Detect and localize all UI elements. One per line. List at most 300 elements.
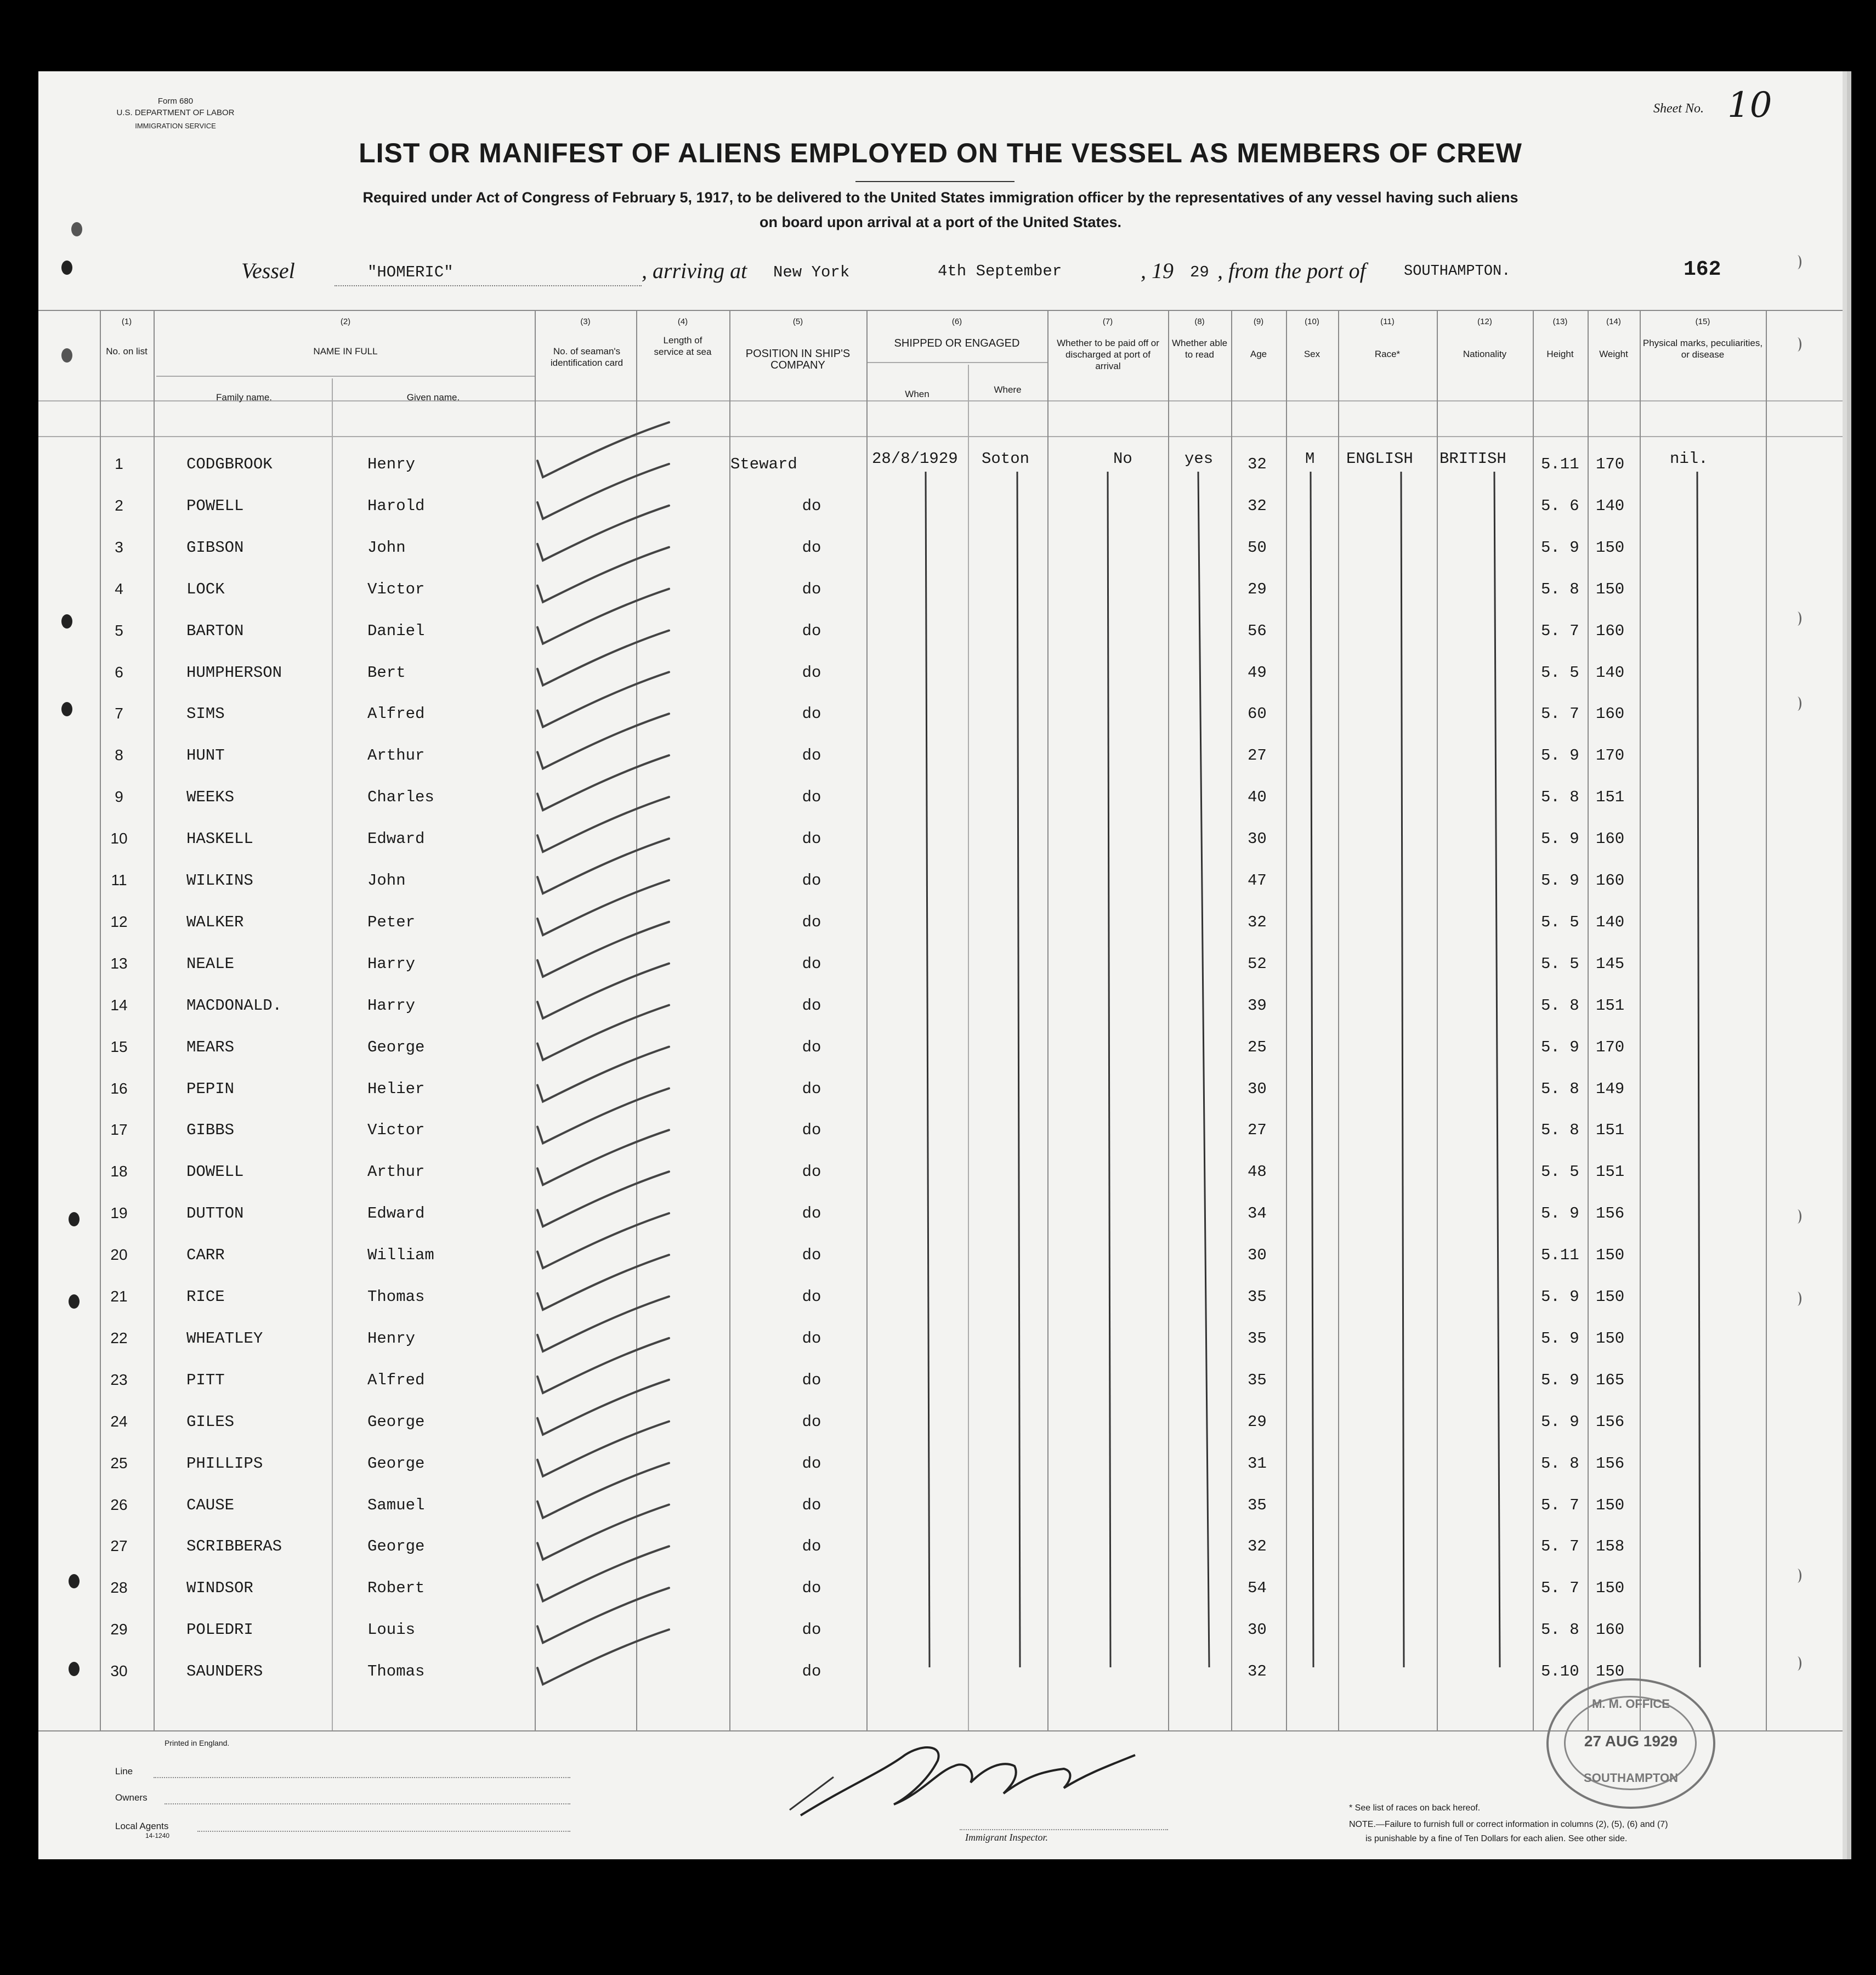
position: do (802, 830, 821, 848)
position: do (802, 1204, 821, 1223)
position: do (802, 1454, 821, 1473)
sheet-number: 10 (1727, 85, 1772, 126)
page-title: LIST OR MANIFEST OF ALIENS EMPLOYED ON THE VESSEL AS MEMBERS OF CREW (359, 138, 1522, 168)
family-name: NEALE (186, 954, 235, 973)
row-number: 21 (110, 1288, 128, 1305)
id-check-mark (537, 839, 669, 893)
family-name: GILES (186, 1412, 235, 1431)
column-number: (10) (1305, 317, 1319, 326)
weight: 151 (1596, 996, 1625, 1015)
given-name: Thomas (367, 1662, 425, 1681)
sheet-label: Sheet No. (1653, 101, 1704, 116)
position: do (802, 1412, 821, 1431)
position: do (802, 496, 821, 515)
position: do (802, 1121, 821, 1140)
age: 60 (1248, 705, 1267, 723)
binder-hole (61, 702, 72, 716)
paid-off: No (1113, 450, 1132, 468)
row-number: 1 (115, 455, 123, 472)
id-check-mark (537, 1255, 669, 1310)
height: 5. 9 (1541, 1038, 1579, 1056)
shipped-where: Soton (982, 450, 1030, 468)
position: do (802, 1537, 821, 1556)
binder-hole (69, 1294, 80, 1309)
position: do (802, 1038, 821, 1056)
weight: 170 (1596, 1038, 1625, 1056)
family-name: LOCK (186, 580, 225, 598)
height: 5. 8 (1541, 1121, 1579, 1140)
height: 5. 7 (1541, 1496, 1579, 1514)
column-number: (5) (792, 317, 803, 326)
family-name: HUNT (186, 746, 225, 765)
col-head-race: Race* (1374, 349, 1401, 359)
id-check-mark (537, 1172, 669, 1226)
height: 5. 7 (1541, 705, 1579, 723)
edge-mark (1793, 337, 1801, 352)
height: 5. 5 (1541, 954, 1579, 973)
family-name: CARR (186, 1246, 225, 1265)
row-number: 17 (110, 1121, 128, 1139)
col-head-where: Where (994, 384, 1022, 395)
column-number: (6) (951, 317, 962, 326)
edge-mark (1793, 255, 1801, 269)
family-name: CODGBROOK (186, 455, 273, 473)
position: Steward (730, 455, 797, 473)
form-number: Form 680 (157, 97, 194, 106)
row-number: 29 (110, 1621, 128, 1638)
position: do (802, 1621, 821, 1639)
family-name: WEEKS (186, 788, 235, 807)
id-check-mark (537, 1504, 669, 1559)
age: 32 (1248, 1662, 1267, 1681)
height: 5. 5 (1541, 1163, 1579, 1181)
position: do (802, 1163, 821, 1181)
id-check-mark (537, 506, 669, 561)
given-name: George (367, 1412, 425, 1431)
id-check-mark (537, 797, 669, 852)
nationality: BRITISH (1439, 450, 1506, 468)
height: 5. 9 (1541, 1329, 1579, 1348)
family-name: RICE (186, 1288, 225, 1306)
given-name: Henry (367, 455, 416, 473)
given-name: Thomas (367, 1288, 425, 1306)
position: do (802, 705, 821, 723)
age: 30 (1248, 1079, 1267, 1098)
row-number: 8 (115, 746, 123, 764)
agents-label: Local Agents (115, 1821, 169, 1831)
weight: 150 (1596, 580, 1625, 598)
given-name: Samuel (367, 1496, 425, 1514)
col-head-age: Age (1250, 349, 1267, 359)
given-name: George (367, 1537, 425, 1556)
height: 5. 9 (1541, 538, 1579, 557)
position: do (802, 996, 821, 1015)
id-check-mark (537, 589, 669, 644)
position: do (802, 663, 821, 682)
id-check-mark (537, 1422, 669, 1476)
position: do (802, 746, 821, 765)
fine-note-1: NOTE.—Failure to furnish full or correct information in columns (2), (5), (6) and (7) (1349, 1820, 1668, 1829)
given-name: Edward (367, 1204, 425, 1223)
position: do (802, 1371, 821, 1389)
given-name: George (367, 1454, 425, 1473)
row-number: 6 (115, 663, 123, 681)
edge-mark (1793, 697, 1801, 711)
edge-mark (1793, 612, 1801, 626)
departure-port: SOUTHAMPTON. (1404, 263, 1511, 280)
weight: 150 (1596, 1288, 1625, 1306)
height: 5. 9 (1541, 1412, 1579, 1431)
height: 5. 9 (1541, 872, 1579, 890)
col-head-position: POSITION IN SHIP'S COMPANY (745, 348, 851, 371)
age: 34 (1248, 1204, 1267, 1223)
family-name: PITT (186, 1371, 225, 1389)
given-name: George (367, 1038, 425, 1056)
row-number: 22 (110, 1329, 128, 1346)
id-check-mark (537, 631, 669, 686)
edge-mark (1793, 1209, 1801, 1224)
age: 27 (1248, 1121, 1267, 1140)
position: do (802, 954, 821, 973)
age: 32 (1248, 496, 1267, 515)
agents-code: 14-1240 (145, 1832, 170, 1840)
family-name: MACDONALD. (186, 996, 282, 1015)
stamp-bottom: SOUTHAMPTON (1584, 1771, 1678, 1785)
edge-mark (1793, 1569, 1801, 1583)
col-head-physical: Physical marks, peculiarities, or disease (1642, 338, 1763, 360)
department-name: U.S. DEPARTMENT OF LABOR (116, 108, 235, 117)
id-check-mark (537, 1297, 669, 1351)
age: 32 (1248, 1537, 1267, 1556)
weight: 150 (1596, 1579, 1625, 1598)
subtitle-line-1: Required under Act of Congress of February 5, 1917, to be delivered to the United States immigration officer by the representatives of any vessel having such aliens (362, 189, 1518, 206)
list-number: 162 (1684, 258, 1721, 281)
row-number: 20 (110, 1246, 128, 1264)
id-check-mark (537, 464, 669, 519)
col-head-no: No. on list (106, 346, 148, 356)
weight: 149 (1596, 1079, 1625, 1098)
row-number: 12 (110, 913, 128, 930)
given-name: John (367, 538, 406, 557)
height: 5. 7 (1541, 1579, 1579, 1598)
col-head-weight: Weight (1599, 349, 1628, 359)
edge-mark (1793, 1656, 1801, 1671)
weight: 170 (1596, 746, 1625, 765)
id-check-mark (537, 547, 669, 602)
family-name: PEPIN (186, 1079, 235, 1098)
family-name: SAUNDERS (186, 1662, 263, 1681)
column-number: (12) (1477, 317, 1492, 326)
id-check-mark (537, 1546, 669, 1601)
row-number: 3 (115, 538, 123, 556)
position: do (802, 872, 821, 890)
id-check-mark (537, 964, 669, 1018)
weight: 170 (1596, 455, 1625, 473)
col-head-nationality: Nationality (1463, 349, 1507, 359)
col-head-shipped: SHIPPED OR ENGAGED (894, 337, 1020, 349)
age: 35 (1248, 1496, 1267, 1514)
height: 5. 6 (1541, 496, 1579, 515)
weight: 160 (1596, 705, 1625, 723)
age: 31 (1248, 1454, 1267, 1473)
binder-hole (69, 1662, 80, 1676)
id-check-mark (537, 922, 669, 977)
age: 32 (1248, 455, 1267, 473)
owners-rule (165, 1803, 570, 1804)
inspector-label: Immigrant Inspector. (965, 1832, 1048, 1843)
column-number: (8) (1194, 317, 1205, 326)
row-number: 30 (110, 1662, 128, 1680)
age: 40 (1248, 788, 1267, 807)
family-name: POLEDRI (186, 1621, 253, 1639)
height: 5.10 (1541, 1662, 1579, 1681)
weight: 150 (1596, 1246, 1625, 1265)
position: do (802, 913, 821, 931)
age: 32 (1248, 913, 1267, 931)
id-check-mark (537, 1005, 669, 1060)
height: 5. 8 (1541, 580, 1579, 598)
family-name: WINDSOR (186, 1579, 253, 1598)
family-name: GIBBS (186, 1121, 235, 1140)
row-number: 26 (110, 1496, 128, 1513)
column-number: (13) (1552, 317, 1568, 326)
height: 5. 5 (1541, 913, 1579, 931)
position: do (802, 788, 821, 807)
col-head-height: Height (1546, 349, 1574, 359)
weight: 158 (1596, 1537, 1625, 1556)
fine-note-2: is punishable by a fine of Ten Dollars for each alien. See other side. (1365, 1834, 1628, 1843)
family-name: PHILLIPS (186, 1454, 263, 1473)
row-number: 28 (110, 1579, 128, 1597)
position: do (802, 621, 821, 640)
row-number: 16 (110, 1079, 128, 1097)
id-check-mark (537, 1463, 669, 1518)
row-number: 14 (110, 996, 128, 1014)
weight: 156 (1596, 1454, 1625, 1473)
given-name: John (367, 872, 406, 890)
id-check-mark (537, 1047, 669, 1102)
height: 5.11 (1541, 1246, 1579, 1265)
weight: 151 (1596, 1163, 1625, 1181)
id-check-mark (537, 1588, 669, 1643)
shipped-when: 28/8/1929 (872, 450, 958, 468)
from-port-label: , from the port of (1217, 258, 1366, 283)
column-number: (2) (340, 317, 351, 326)
weight: 150 (1596, 1329, 1625, 1348)
column-number: (1) (121, 317, 132, 326)
position: do (802, 538, 821, 557)
row-number: 5 (115, 621, 123, 639)
age: 50 (1248, 538, 1267, 557)
age: 39 (1248, 996, 1267, 1015)
binder-hole (61, 614, 72, 629)
given-name: Peter (367, 913, 416, 931)
weight: 160 (1596, 1621, 1625, 1639)
given-name: Harold (367, 496, 425, 515)
height: 5. 5 (1541, 663, 1579, 682)
id-check-mark (537, 1338, 669, 1393)
manifest-sheet (38, 71, 1843, 1859)
height: 5. 9 (1541, 1288, 1579, 1306)
height: 5. 8 (1541, 1454, 1579, 1473)
position: do (802, 1288, 821, 1306)
given-name: Victor (367, 580, 425, 598)
col-head-family: Family name. (216, 392, 273, 403)
family-name: WHEATLEY (186, 1329, 263, 1348)
given-name: Harry (367, 996, 416, 1015)
ditto-strokes (38, 71, 1843, 1859)
row-number: 23 (110, 1371, 128, 1388)
height: 5. 7 (1541, 1537, 1579, 1556)
given-name: Daniel (367, 621, 425, 640)
arrival-date: 4th September (938, 262, 1062, 280)
arriving-label: , arriving at (642, 258, 747, 283)
age: 47 (1248, 872, 1267, 890)
position: do (802, 580, 821, 598)
col-head-id-card: No. of seaman's identification card (550, 346, 624, 368)
height: 5. 9 (1541, 1204, 1579, 1223)
row-number: 10 (110, 830, 128, 847)
arrival-port: New York (773, 263, 850, 281)
given-name: Henry (367, 1329, 416, 1348)
races-note: * See list of races on back hereof. (1349, 1803, 1481, 1813)
column-number: (4) (677, 317, 688, 326)
family-name: HASKELL (186, 830, 253, 848)
given-name: Edward (367, 830, 425, 848)
given-name: Alfred (367, 1371, 425, 1389)
age: 30 (1248, 1246, 1267, 1265)
row-number: 19 (110, 1204, 128, 1222)
row-number: 11 (111, 872, 127, 889)
height: 5. 8 (1541, 1621, 1579, 1639)
weight: 150 (1596, 1496, 1625, 1514)
age: 30 (1248, 830, 1267, 848)
vessel-name: "HOMERIC" (367, 263, 454, 281)
year-prefix: , 19 (1141, 258, 1174, 283)
age: 35 (1248, 1329, 1267, 1348)
age: 30 (1248, 1621, 1267, 1639)
age: 29 (1248, 1412, 1267, 1431)
id-check-mark (537, 672, 669, 727)
physical-marks: nil. (1670, 450, 1708, 468)
column-number: (11) (1380, 317, 1395, 326)
weight: 151 (1596, 788, 1625, 807)
weight: 140 (1596, 496, 1625, 515)
height: 5. 9 (1541, 1371, 1579, 1389)
given-name: Bert (367, 663, 406, 682)
age: 52 (1248, 954, 1267, 973)
row-number: 27 (110, 1537, 128, 1555)
weight: 140 (1596, 663, 1625, 682)
office-stamp (1546, 1678, 1715, 1809)
col-head-able-read: Whether able to read (1171, 338, 1228, 360)
age: 27 (1248, 746, 1267, 765)
edge-mark (1793, 1292, 1801, 1306)
column-number: (7) (1102, 317, 1113, 326)
row-number: 15 (110, 1038, 128, 1055)
id-check-mark (537, 1088, 669, 1143)
col-head-when: When (905, 389, 930, 399)
col-head-sex: Sex (1303, 349, 1320, 359)
inspector-signature (757, 1722, 1168, 1843)
weight: 160 (1596, 621, 1625, 640)
family-name: MEARS (186, 1038, 235, 1056)
family-name: WILKINS (186, 872, 253, 890)
given-name: Arthur (367, 746, 425, 765)
stamp-date: 27 AUG 1929 (1584, 1733, 1678, 1750)
given-name: Helier (367, 1079, 425, 1098)
age: 25 (1248, 1038, 1267, 1056)
age: 49 (1248, 663, 1267, 682)
family-name: HUMPHERSON (186, 663, 282, 682)
position: do (802, 1496, 821, 1514)
id-check-mark (537, 880, 669, 935)
row-number: 24 (110, 1412, 128, 1430)
weight: 150 (1596, 1662, 1625, 1681)
printed-note: Printed in England. (165, 1739, 230, 1747)
line-rule (154, 1777, 570, 1778)
id-check-mark (537, 1380, 669, 1435)
given-name: Louis (367, 1621, 416, 1639)
binder-hole (61, 261, 72, 275)
weight: 140 (1596, 913, 1625, 931)
family-name: BARTON (186, 621, 244, 640)
row-number: 2 (115, 496, 123, 514)
age: 48 (1248, 1163, 1267, 1181)
stamp-top: M. M. OFFICE (1592, 1697, 1670, 1711)
family-name: POWELL (186, 496, 244, 515)
position: do (802, 1579, 821, 1598)
weight: 145 (1596, 954, 1625, 973)
height: 5.11 (1541, 455, 1579, 473)
id-check-mark (537, 1213, 669, 1268)
row-number: 25 (110, 1454, 128, 1472)
binder-hole (71, 222, 82, 236)
position: do (802, 1079, 821, 1098)
age: 35 (1248, 1288, 1267, 1306)
service-name: IMMIGRATION SERVICE (135, 122, 216, 130)
height: 5. 9 (1541, 746, 1579, 765)
family-name: DOWELL (186, 1163, 244, 1181)
family-name: SIMS (186, 705, 225, 723)
year-suffix: 29 (1190, 263, 1209, 281)
given-name: Harry (367, 954, 416, 973)
height: 5. 8 (1541, 788, 1579, 807)
age: 29 (1248, 580, 1267, 598)
id-check-mark (537, 1629, 669, 1684)
weight: 156 (1596, 1412, 1625, 1431)
col-head-name: NAME IN FULL (313, 346, 378, 356)
agents-rule (197, 1831, 570, 1832)
given-name: William (367, 1246, 434, 1265)
id-check-mark (537, 714, 669, 768)
binder-hole (69, 1574, 80, 1588)
given-name: Charles (367, 788, 434, 807)
race: ENGLISH (1346, 450, 1413, 468)
position: do (802, 1329, 821, 1348)
line-label: Line (115, 1766, 133, 1776)
row-number: 7 (115, 705, 123, 722)
family-name: GIBSON (186, 538, 244, 557)
row-number: 13 (110, 954, 128, 972)
weight: 150 (1596, 538, 1625, 557)
position: do (802, 1662, 821, 1681)
weight: 160 (1596, 872, 1625, 890)
binder-hole (69, 1212, 80, 1226)
age: 56 (1248, 621, 1267, 640)
height: 5. 8 (1541, 996, 1579, 1015)
given-name: Arthur (367, 1163, 425, 1181)
